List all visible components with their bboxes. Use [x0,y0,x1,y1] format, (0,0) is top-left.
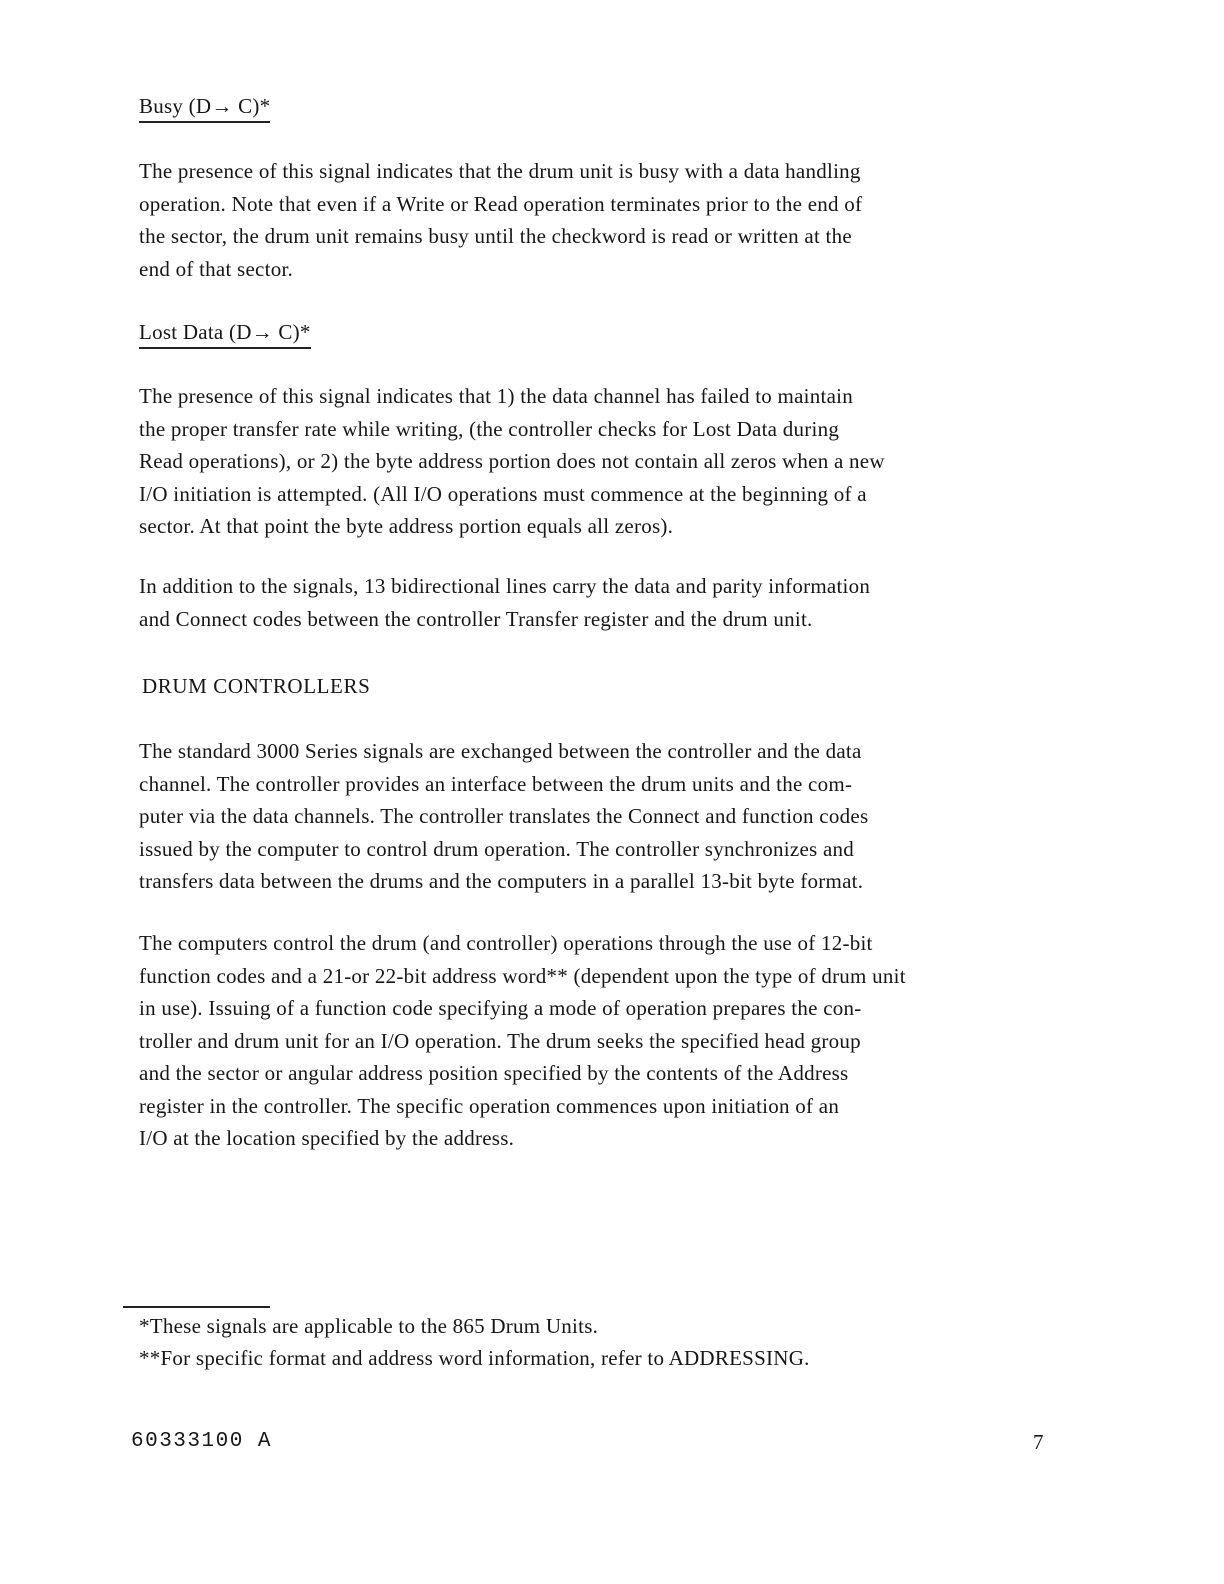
lost-data-paragraph [139,380,1089,543]
footnote-1: *These signals are applicable to the 865 Drum Units. [139,1314,599,1338]
footnote-2: **For specific format and address word information, refer to ADDRESSING. [139,1346,810,1370]
drum-controllers-paragraph-2 [139,927,1089,1155]
paragraph-line: in use). Issuing of a function code specifying a mode of operation prepares the con- [139,996,862,1020]
paragraph-line: function codes and a 21-or 22-bit address word** (dependent upon the type of drum unit [139,963,906,988]
busy-paragraph [139,155,1089,285]
drum-controllers-title: DRUM CONTROLLERS [142,674,371,698]
additional-paragraph [139,570,1089,635]
paragraph-line: transfers data between the drums and the computers in a parallel 13-bit byte format. [139,869,864,893]
paragraph-line: I/O at the location specified by the address. [139,1126,515,1150]
footnote-divider [123,1306,270,1308]
paragraph-line: In addition to the signals, 13 bidirectional lines carry the data and parity information [139,574,871,598]
paragraph-line: Read operations), or 2) the byte address portion does not contain all zeros when a new [139,449,885,473]
paragraph-line: The computers control the drum (and controller) operations through the use of 12-bit [139,931,873,955]
lost-data-heading [139,316,1089,349]
paragraph-line: and the sector or angular address position specified by the contents of the Address [139,1061,849,1085]
paragraph-line: The presence of this signal indicates that 1) the data channel has failed to maintain [139,384,854,408]
paragraph-line: The presence of this signal indicates that the drum unit is busy with a data handling [139,159,861,183]
paragraph-line: the proper transfer rate while writing, (the controller checks for Lost Data during [139,416,840,441]
paragraph-line: end of that sector. [139,256,294,281]
busy-heading [139,90,1089,123]
page-number: 7 [1033,1430,1044,1454]
paragraph-line: puter via the data channels. The controller translates the Connect and function codes [139,804,869,828]
paragraph-line: troller and drum unit for an I/O operation. The drum seeks the specified head group [139,1028,861,1053]
document-number: 60333100 A [131,1430,273,1453]
paragraph-line: operation. Note that even if a Write or Read operation terminates prior to the end of [139,191,863,216]
paragraph-line: sector. At that point the byte address portion equals all zeros). [139,514,674,538]
paragraph-line: channel. The controller provides an interface between the drum units and the com- [139,771,853,796]
drum-controllers-paragraph-1 [139,735,1089,898]
lost-data-heading-text: Lost Data (D→ C)* [139,318,311,349]
paragraph-line: The standard 3000 Series signals are exchanged between the controller and the data [139,739,862,763]
paragraph-line: issued by the computer to control drum operation. The controller synchronizes and [139,836,855,861]
paragraph-line: I/O initiation is attempted. (All I/O operations must commence at the beginning of a [139,481,867,506]
busy-heading-text: Busy (D→ C)* [139,92,270,123]
paragraph-line: register in the controller. The specific operation commences upon initiation of an [139,1093,840,1118]
paragraph-line: and Connect codes between the controller Transfer register and the drum unit. [139,606,813,631]
paragraph-line: the sector, the drum unit remains busy until the checkword is read or written at the [139,224,852,248]
